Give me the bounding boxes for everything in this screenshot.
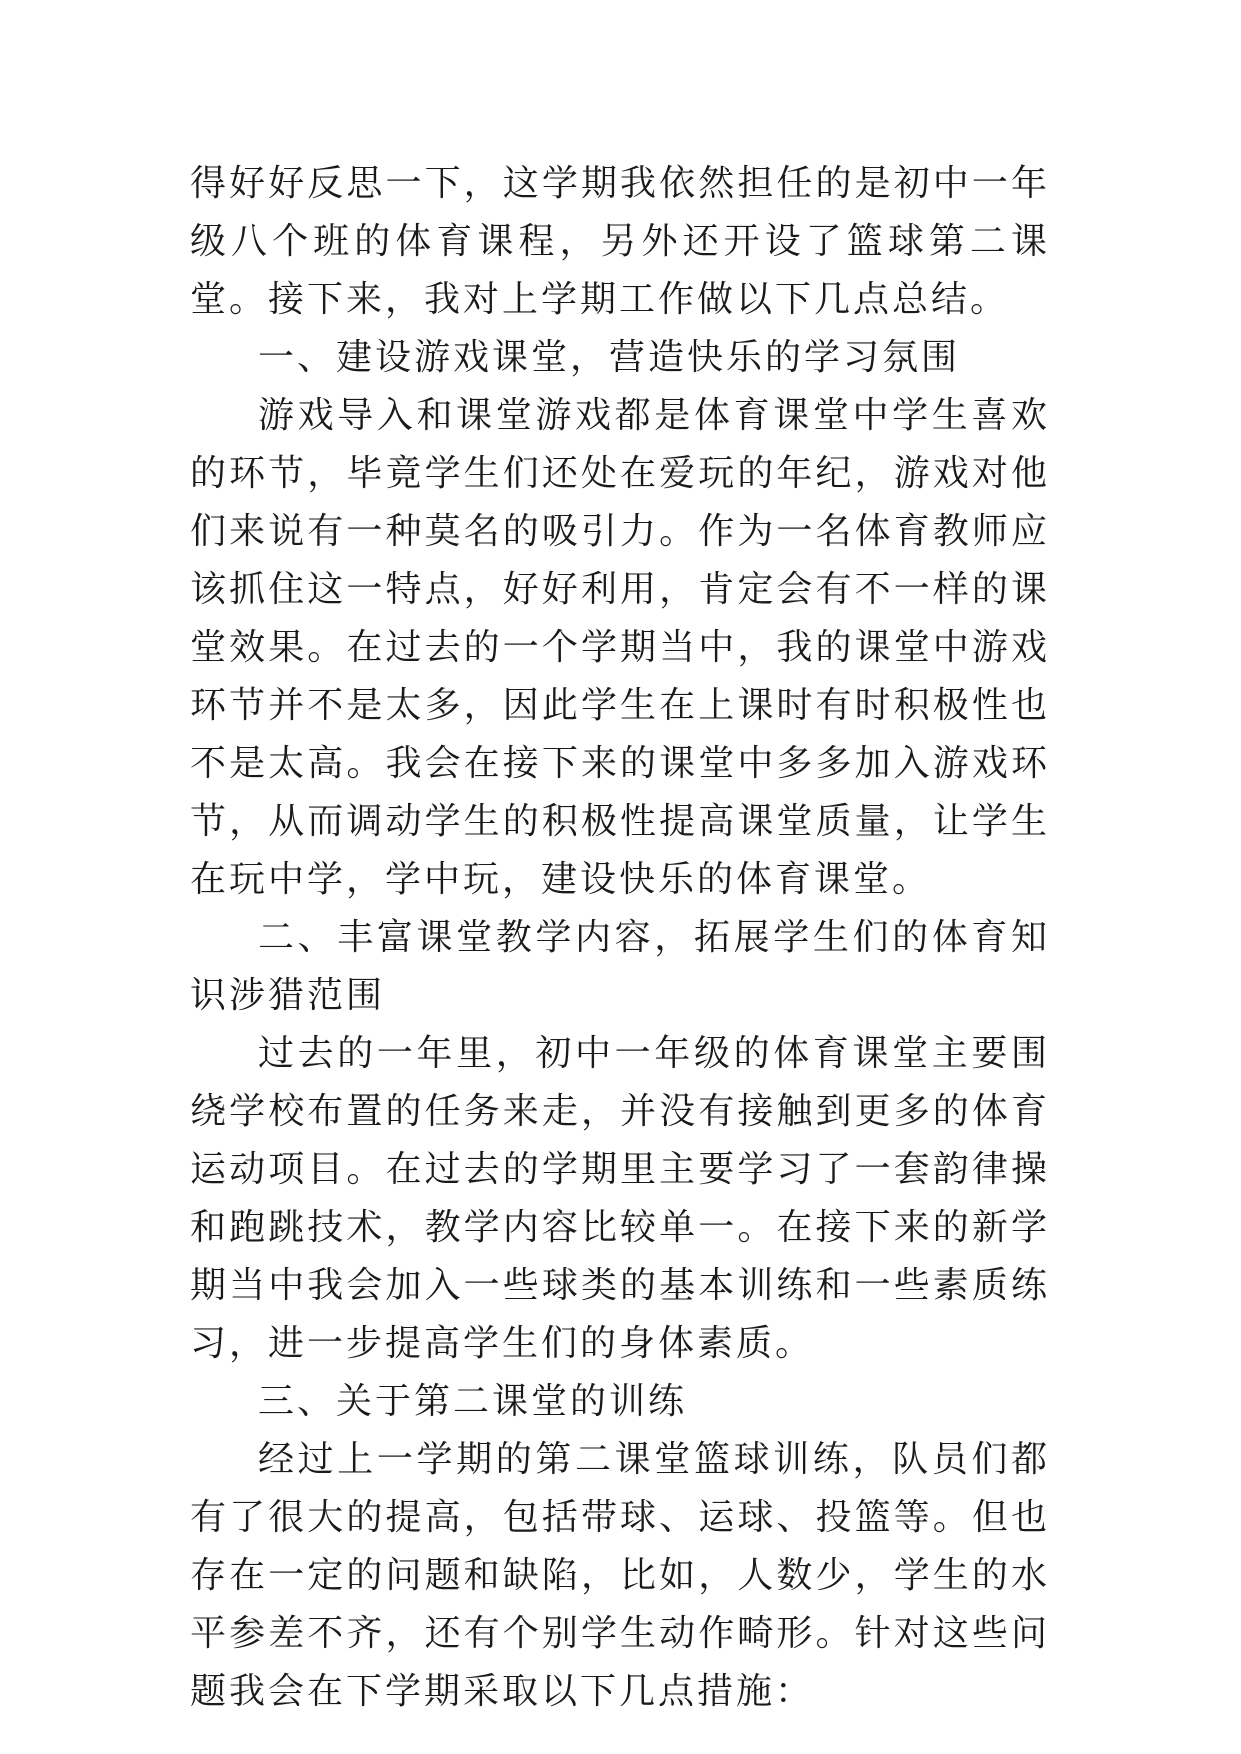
document-body [190, 155, 1050, 1721]
section-heading-2: 二、丰富课堂教学内容，拓展学生们的体育知识涉猎范围 [190, 917, 1050, 1016]
paragraph-game-classroom: 游戏导入和课堂游戏都是体育课堂中学生喜欢的环节，毕竟学生们还处在爱玩的年纪，游戏对他们来说有一种莫名的吸引力。作为一名体育教师应该抓住这一特点，好好利用，肯定会有不一样的课堂效果。在过去的一个学期当中，我的课堂中游戏环节并不是太多，因此学生在上课时有时积极性也不是太高。我会在接下来的课堂中多多加入游戏环节，从而调动学生的积极性提高课堂质量，让学生在玩中学，学中玩，建设快乐的体育课堂。 [190, 395, 1050, 900]
paragraph-continuation: 得好好反思一下，这学期我依然担任的是初中一年级八个班的体育课程，另外还开设了篮球第二课堂。接下来，我对上学期工作做以下几点总结。 [190, 163, 1050, 320]
section-heading-1: 一、建设游戏课堂，营造快乐的学习氛围 [258, 337, 961, 378]
section-heading-3: 三、关于第二课堂的训练 [258, 1381, 688, 1422]
paragraph-second-classroom: 经过上一学期的第二课堂篮球训练，队员们都有了很大的提高，包括带球、运球、投篮等。但也存在一定的问题和缺陷，比如，人数少，学生的水平参差不齐，还有个别学生动作畸形。针对这些问题我会在下学期采取以下几点措施： [190, 1439, 1050, 1712]
paragraph-teaching-content: 过去的一年里，初中一年级的体育课堂主要围绕学校布置的任务来走，并没有接触到更多的体育运动项目。在过去的学期里主要学习了一套韵律操和跑跳技术，教学内容比较单一。在接下来的新学期当中我会加入一些球类的基本训练和一些素质练习，进一步提高学生们的身体素质。 [190, 1033, 1050, 1364]
